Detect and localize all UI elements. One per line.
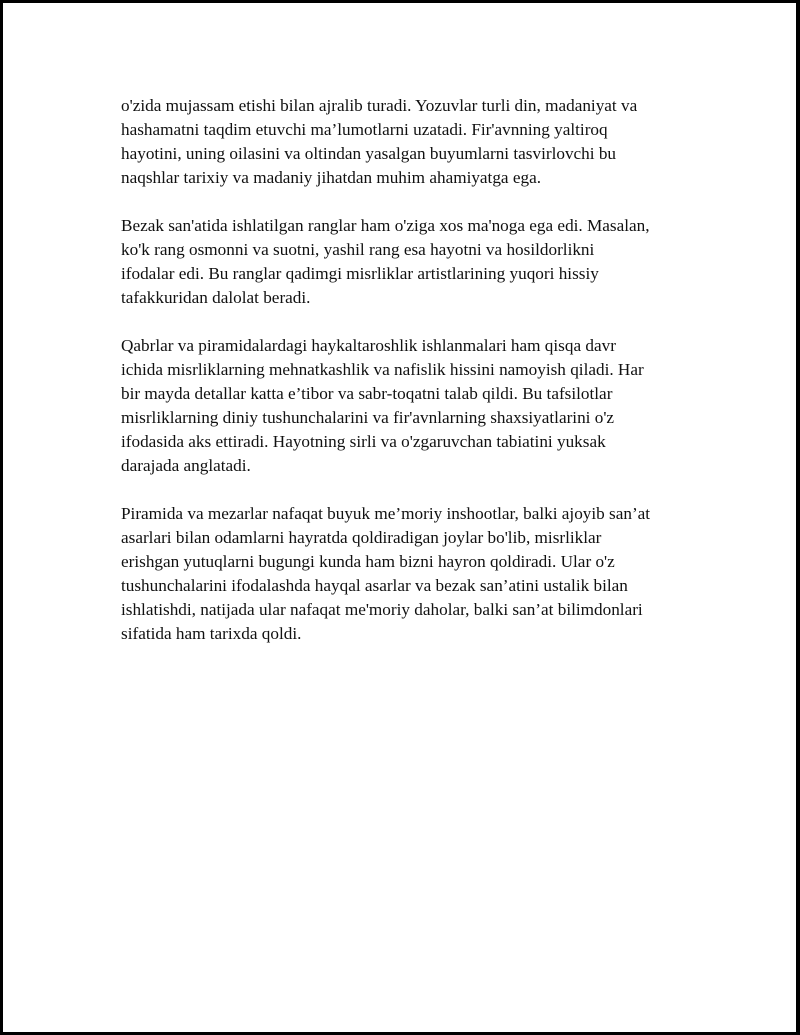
paragraph-2 xyxy=(121,214,721,310)
text-line: darajada anglatadi. xyxy=(121,456,251,475)
text-line: tushunchalarini ifodalashda hayqal asarlar va bezak san’atini ustalik bilan xyxy=(121,576,628,595)
text-line: misrliklarning diniy tushunchalarini va fir'avnlarning shaxsiyatlarini o'z xyxy=(121,408,615,427)
document-body xyxy=(121,94,721,670)
text-line: hashamatni taqdim etuvchi ma’lumotlarni uzatadi. Fir'avnning yaltiroq xyxy=(121,120,608,139)
text-line: hayotini, uning oilasini va oltindan yasalgan buyumlarni tasvirlovchi bu xyxy=(121,144,617,163)
text-line: ifodalar edi. Bu ranglar qadimgi misrliklar artistlarining yuqori hissiy xyxy=(121,264,599,283)
text-line: ichida misrliklarning mehnatkashlik va nafislik hissini namoyish qiladi. Har xyxy=(121,360,644,379)
paragraph-4 xyxy=(121,502,721,646)
text-line: Piramida va mezarlar nafaqat buyuk me’moriy inshootlar, balki ajoyib san’at xyxy=(121,504,651,523)
paragraph-3 xyxy=(121,334,721,478)
text-line: sifatida ham tarixda qoldi. xyxy=(121,624,302,643)
text-line: Qabrlar va piramidalardagi haykaltaroshlik ishlanmalari ham qisqa davr xyxy=(121,336,616,355)
text-line: ifodasida aks ettiradi. Hayotning sirli va o'zgaruvchan tabiatini yuksak xyxy=(121,432,606,451)
text-line: bir mayda detallar katta e’tibor va sabr-toqatni talab qildi. Bu tafsilotlar xyxy=(121,384,613,403)
text-line: o'zida mujassam etishi bilan ajralib turadi. Yozuvlar turli din, madaniyat va xyxy=(121,96,638,115)
text-line: naqshlar tarixiy va madaniy jihatdan muhim ahamiyatga ega. xyxy=(121,168,542,187)
text-line: ishlatishdi, natijada ular nafaqat me'moriy daholar, balki san’at bilimdonlari xyxy=(121,600,643,619)
text-line: ko'k rang osmonni va suotni, yashil rang esa hayotni va hosildorlikni xyxy=(121,240,595,259)
text-line: Bezak san'atida ishlatilgan ranglar ham o'ziga xos ma'noga ega edi. Masalan, xyxy=(121,216,650,235)
text-line: erishgan yutuqlarni bugungi kunda ham bizni hayron qoldiradi. Ular o'z xyxy=(121,552,615,571)
text-line: tafakkuridan dalolat beradi. xyxy=(121,288,311,307)
text-line: asarlari bilan odamlarni hayratda qoldiradigan joylar bo'lib, misrliklar xyxy=(121,528,602,547)
paragraph-1 xyxy=(121,94,721,190)
